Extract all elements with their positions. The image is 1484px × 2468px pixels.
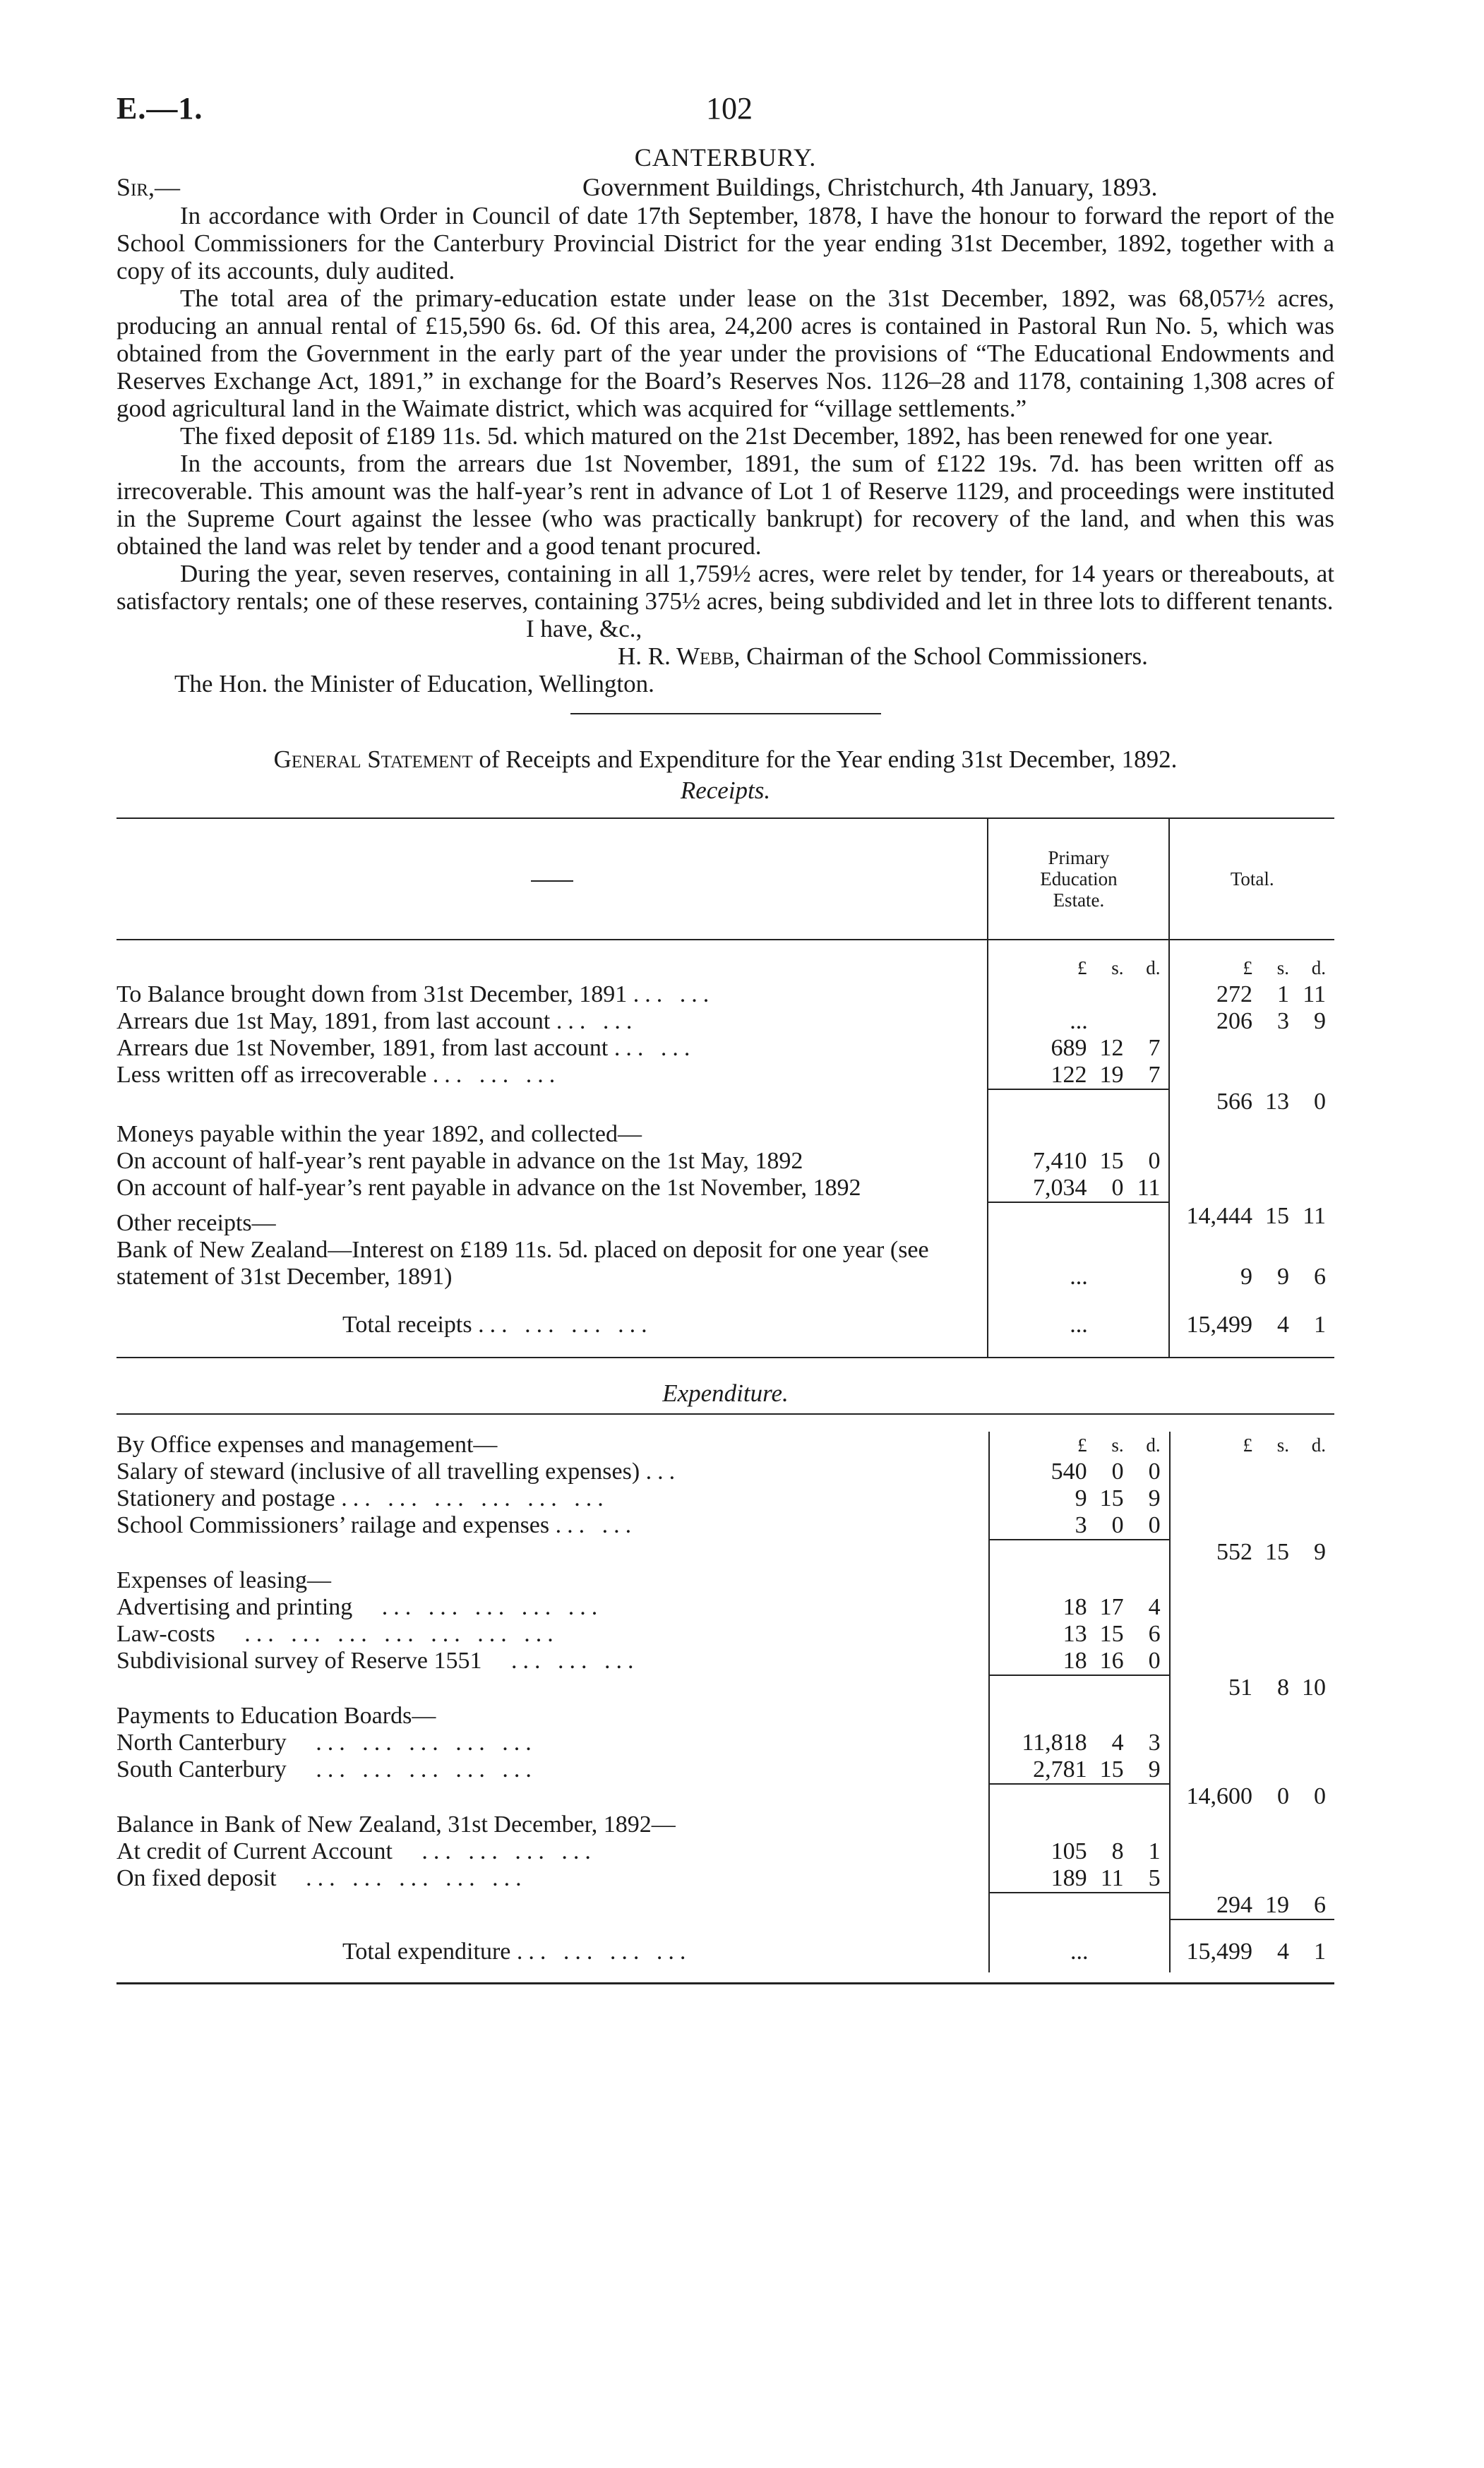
pounds: 15,499	[1186, 1312, 1252, 1338]
shillings: 0	[1111, 1458, 1124, 1485]
letter-paragraph: The fixed deposit of £189 11s. 5d. which matured on the 21st December, 1892, has been renewed for one year.	[180, 422, 1274, 450]
pence: 9	[1314, 1008, 1326, 1034]
shillings: 17	[1099, 1594, 1124, 1620]
pounds: 294	[1216, 1892, 1252, 1918]
pence: 0	[1314, 1783, 1326, 1809]
shillings: 15	[1099, 1621, 1124, 1647]
header-dash	[531, 880, 573, 882]
row-total	[1170, 1865, 1334, 1920]
pounds: 206	[1216, 1008, 1252, 1034]
shillings: 0	[1111, 1512, 1124, 1538]
row-label-text: Subdivisional survey of Reserve 1551	[116, 1648, 482, 1674]
header-estate	[988, 818, 1169, 940]
row-total	[1170, 1594, 1334, 1621]
shillings: 16	[1099, 1648, 1124, 1674]
row-estate	[988, 1115, 1169, 1148]
shillings: 19	[1099, 1062, 1124, 1088]
total-label: Total receipts ... ... ... ...	[116, 1290, 988, 1358]
closing: I have, &c.,	[526, 615, 642, 642]
pence: 1	[1314, 1939, 1326, 1965]
row-total	[1170, 1512, 1334, 1566]
row-label-text: Salary of steward (inclusive of all travelling expenses)	[116, 1458, 640, 1485]
pounds: 11,818	[1022, 1730, 1087, 1756]
shillings: 4	[1111, 1730, 1124, 1756]
letter-paragraph: During the year, seven reserves, containing in all 1,759½ acres, were relet by tender, for 14 years or thereabouts, at satisfactory rentals; one of these reserves, containing 375½ acres, being subdivided and let in three lots to different tenants.	[116, 560, 1334, 615]
row-label: Less written off as irrecoverable ... ... ...	[116, 1062, 561, 1088]
shillings: 15	[1099, 1148, 1124, 1174]
row-total	[1170, 1730, 1334, 1756]
shillings: 15	[1265, 1203, 1289, 1229]
pounds: 689	[1051, 1035, 1087, 1061]
pounds: 122	[1051, 1062, 1087, 1088]
row-label: Advertising and printing ... ... ... ... ...	[116, 1594, 604, 1620]
letter-paragraph: In accordance with Order in Council of date 17th September, 1878, I have the honour to forward the report of the School Commissioners for the Canterbury Provincial District for the year ending 31st December, 1892, together with a copy of its accounts, duly audited.	[116, 202, 1334, 284]
row-estate	[989, 1594, 1170, 1621]
pounds: 7,410	[1032, 1148, 1087, 1174]
header-blank-cell	[116, 818, 988, 940]
unit-pence: d.	[1146, 1434, 1161, 1456]
unit-pence: d.	[1311, 957, 1326, 978]
row-total	[1170, 1838, 1334, 1865]
row-total	[1169, 1062, 1334, 1115]
place-heading: CANTERBURY.	[634, 143, 817, 172]
table-row	[116, 1810, 1334, 1838]
shillings: 13	[1265, 1089, 1289, 1115]
row-total	[1169, 1237, 1334, 1290]
row-estate	[988, 981, 1169, 1008]
pounds: 13	[1063, 1621, 1087, 1647]
units-estate	[988, 940, 1169, 981]
salutation-line	[116, 172, 1334, 202]
total-row	[116, 1290, 1334, 1358]
pence: 9	[1148, 1485, 1161, 1511]
pounds: 189	[1051, 1865, 1087, 1891]
pounds: 14,444	[1186, 1203, 1252, 1229]
row-label: Law-costs ... ... ... ... ... ... ...	[116, 1621, 559, 1647]
document-page	[116, 90, 1334, 1984]
table-row	[116, 1512, 1334, 1566]
row-estate: ...	[988, 1008, 1169, 1035]
row-label-text: Arrears due 1st May, 1891, from last account	[116, 1008, 551, 1034]
section-divider	[570, 713, 881, 714]
pounds: 272	[1216, 981, 1252, 1007]
receipts-table	[116, 817, 1334, 1358]
row-estate	[988, 1203, 1169, 1237]
pounds: 9	[1075, 1485, 1087, 1511]
row-label: Salary of steward (inclusive of all travelling expenses) ...	[116, 1458, 681, 1485]
signer-title: , Chairman of the School Commissioners.	[734, 642, 1148, 670]
row-label-text: Less written off as irrecoverable	[116, 1062, 427, 1088]
letter-paragraph: In the accounts, from the arrears due 1st November, 1891, the sum of £122 19s. 7d. has been written off as irrecoverable. This amount was the half-year’s rent in advance of Lot 1 of Reserve 1129, and proceedings were instituted in the Supreme Court against the lessee (who was practically bankrupt) for recovery of the land, and when this was obtained the land was relet by tender and a good tenant procured.	[116, 450, 1334, 560]
page-number: 102	[706, 91, 753, 126]
row-label-text: Stationery and postage	[116, 1485, 335, 1511]
row-estate	[989, 1485, 1170, 1512]
table-row	[116, 1865, 1334, 1920]
table-row	[116, 1730, 1334, 1756]
pence: 6	[1314, 1892, 1326, 1918]
row-total	[1170, 1810, 1334, 1838]
table-row	[116, 1203, 1334, 1237]
shillings: 8	[1277, 1675, 1289, 1701]
pounds: 3	[1075, 1512, 1087, 1538]
total-label: Total expenditure ... ... ... ...	[342, 1939, 692, 1965]
row-label: Subdivisional survey of Reserve 1551 ... ... ...	[116, 1648, 640, 1674]
pence: 11	[1137, 1175, 1161, 1201]
unit-shillings: s.	[1111, 957, 1124, 978]
pounds: 18	[1063, 1648, 1087, 1674]
row-label: Other receipts—	[116, 1210, 276, 1236]
table-row	[116, 1756, 1334, 1810]
pence: 0	[1148, 1458, 1161, 1485]
row-label-text: At credit of Current Account	[116, 1838, 393, 1864]
unit-pence: d.	[1311, 1434, 1326, 1456]
row-estate	[989, 1701, 1170, 1730]
pence: 0	[1314, 1089, 1326, 1115]
row-label-text: Arrears due 1st November, 1891, from last account	[116, 1035, 609, 1061]
table-row	[116, 1701, 1334, 1730]
row-label: Bank of New Zealand—Interest on £189 11s. 5d. placed on deposit for one year (see statement of 31st December, 1891)	[116, 1237, 929, 1290]
row-estate	[989, 1730, 1170, 1756]
row-label-text: To Balance brought down from 31st December, 1891	[116, 981, 628, 1007]
unit-pounds: £	[1077, 1434, 1087, 1456]
table-row	[116, 1648, 1334, 1701]
pence: 1	[1148, 1838, 1161, 1864]
row-label: On account of half-year’s rent payable in advance on the 1st November, 1892	[116, 1175, 861, 1201]
table-row	[116, 1621, 1334, 1648]
units-total	[1170, 1432, 1334, 1458]
row-label-text: North Canterbury	[116, 1730, 287, 1756]
pence: 3	[1148, 1730, 1161, 1756]
row-estate	[989, 1621, 1170, 1648]
row-estate	[989, 1648, 1170, 1701]
expenditure-heading: Expenditure.	[116, 1379, 1334, 1415]
row-estate	[989, 1810, 1170, 1838]
shillings: 8	[1111, 1838, 1124, 1864]
pence: 7	[1148, 1062, 1161, 1088]
letter-paragraph: The total area of the primary-education estate under lease on the 31st December, 1892, was 68,057½ acres, producing an annual rental of £15,590 6s. 6d. Of this area, 24,200 acres is contained in Pastoral Run No. 5, which was obtained from the Government in the early part of the year under the provisions of “The Educational Endowments and Reserves Exchange Act, 1891,” in exchange for the Board’s Reserves Nos. 1126–28 and 1178, containing 1,308 acres of good agricultural land in the Waimate district, which was acquired for “village settlements.”	[116, 284, 1334, 422]
row-estate	[989, 1838, 1170, 1865]
row-label: North Canterbury ... ... ... ... ...	[116, 1730, 537, 1756]
receipts-heading: Receipts.	[680, 777, 771, 804]
shillings: 4	[1277, 1939, 1289, 1965]
unit-shillings: s.	[1111, 1434, 1124, 1456]
shillings: 15	[1099, 1485, 1124, 1511]
pounds: 14,600	[1186, 1783, 1252, 1809]
pounds: 105	[1051, 1838, 1087, 1864]
pence: 11	[1303, 981, 1326, 1007]
row-label: Arrears due 1st November, 1891, from last account ... ...	[116, 1035, 696, 1061]
row-total	[1170, 1701, 1334, 1730]
unit-pounds: £	[1243, 1434, 1252, 1456]
pence: 0	[1148, 1148, 1161, 1174]
expenditure-table	[116, 1432, 1334, 1972]
row-estate: ...	[988, 1237, 1169, 1290]
pence: 5	[1148, 1865, 1161, 1891]
total-label-text: Total receipts	[342, 1312, 472, 1338]
row-estate	[989, 1512, 1170, 1566]
pence: 6	[1148, 1621, 1161, 1647]
row-total	[1170, 1458, 1334, 1485]
units-estate	[989, 1432, 1170, 1458]
row-estate	[988, 1148, 1169, 1175]
shillings: 15	[1099, 1756, 1124, 1783]
page-header	[116, 90, 1334, 133]
unit-pence: d.	[1146, 957, 1161, 978]
row-label: Payments to Education Boards—	[116, 1703, 436, 1729]
table-row	[116, 1175, 1334, 1203]
row-total	[1169, 1115, 1334, 1148]
total-estate: ...	[989, 1920, 1170, 1972]
shillings: 9	[1277, 1264, 1289, 1290]
pounds: 51	[1228, 1675, 1252, 1701]
row-label: Moneys payable within the year 1892, and collected—	[116, 1121, 642, 1147]
row-total	[1170, 1621, 1334, 1648]
units-total	[1169, 940, 1334, 981]
units-blank	[116, 940, 988, 981]
pounds: 7,034	[1032, 1175, 1087, 1201]
pounds: 9	[1240, 1264, 1252, 1290]
row-label: School Commissioners’ railage and expenses ... ...	[116, 1512, 638, 1538]
shillings: 1	[1277, 981, 1289, 1007]
row-total	[1169, 1148, 1334, 1175]
row-total	[1170, 1756, 1334, 1810]
row-estate	[989, 1566, 1170, 1594]
statement-title-rest: of Receipts and Expenditure for the Year ending 31st December, 1892.	[472, 745, 1178, 773]
row-label: Arrears due 1st May, 1891, from last account ... ...	[116, 1008, 638, 1034]
row-label-text: School Commissioners’ railage and expenses	[116, 1512, 550, 1538]
row-estate	[988, 1062, 1169, 1115]
table-row	[116, 1458, 1334, 1485]
row-label: Stationery and postage ... ... ... ... ... ...	[116, 1485, 609, 1511]
pence: 11	[1303, 1203, 1326, 1229]
signature-line	[116, 642, 1334, 670]
statement-title-caps: General Statement	[273, 745, 473, 773]
pounds: 566	[1216, 1089, 1252, 1115]
dateline: Government Buildings, Christchurch, 4th January, 1893.	[582, 173, 1158, 201]
row-label-text: Advertising and printing	[116, 1594, 353, 1620]
shillings: 3	[1277, 1008, 1289, 1034]
table-row	[116, 1008, 1334, 1035]
row-total	[1169, 1203, 1334, 1237]
unit-shillings: s.	[1276, 957, 1289, 978]
salutation: Sir,—	[116, 173, 181, 201]
pounds: 540	[1051, 1458, 1087, 1485]
row-estate	[989, 1865, 1170, 1920]
pence: 1	[1314, 1312, 1326, 1338]
addressee: The Hon. the Minister of Education, Wellington.	[174, 670, 654, 697]
total-value	[1170, 1920, 1334, 1972]
header-estate-text: Primary Education Estate.	[1040, 847, 1118, 911]
shillings: 0	[1277, 1783, 1289, 1809]
total-row	[116, 1920, 1334, 1972]
pounds: 15,499	[1186, 1939, 1252, 1965]
table-row	[116, 1432, 1334, 1458]
pence: 4	[1148, 1594, 1161, 1620]
pence: 0	[1148, 1512, 1161, 1538]
pence: 10	[1302, 1675, 1326, 1701]
row-label-text: On fixed deposit	[116, 1865, 277, 1891]
table-row	[116, 1237, 1334, 1290]
units-row	[116, 940, 1334, 981]
row-estate	[989, 1458, 1170, 1485]
row-total	[1170, 1485, 1334, 1512]
shillings: 15	[1265, 1539, 1289, 1565]
total-estate: ...	[988, 1290, 1169, 1358]
table-row	[116, 981, 1334, 1008]
row-label: At credit of Current Account ... ... ... ...	[116, 1838, 597, 1864]
total-value	[1169, 1290, 1334, 1358]
table-row	[116, 1062, 1334, 1115]
unit-shillings: s.	[1276, 1434, 1289, 1456]
signer-name: H. R. Webb	[618, 642, 734, 670]
row-total	[1170, 1566, 1334, 1594]
row-label: To Balance brought down from 31st December, 1891 ... ...	[116, 981, 715, 1007]
pence: 6	[1314, 1264, 1326, 1290]
row-label: Balance in Bank of New Zealand, 31st December, 1892—	[116, 1811, 676, 1838]
row-label-text: Law-costs	[116, 1621, 215, 1647]
table-row	[116, 1035, 1334, 1062]
pence: 7	[1148, 1035, 1161, 1061]
pounds: 552	[1216, 1539, 1252, 1565]
header-total: Total.	[1169, 818, 1334, 940]
shillings: 4	[1277, 1312, 1289, 1338]
table-row	[116, 1485, 1334, 1512]
pounds: 18	[1063, 1594, 1087, 1620]
final-rule	[116, 1982, 1334, 1984]
row-total	[1169, 981, 1334, 1008]
row-estate	[989, 1756, 1170, 1810]
statement-title	[116, 745, 1334, 774]
row-estate	[988, 1175, 1169, 1203]
row-total	[1169, 1175, 1334, 1203]
shillings: 11	[1100, 1865, 1124, 1891]
table-row	[116, 1115, 1334, 1148]
pence: 0	[1148, 1648, 1161, 1674]
shillings: 0	[1111, 1175, 1124, 1201]
pence: 9	[1148, 1756, 1161, 1783]
row-label: On account of half-year’s rent payable in advance on the 1st May, 1892	[116, 1148, 803, 1174]
row-label: On fixed deposit ... ... ... ... ...	[116, 1865, 527, 1891]
table-row	[116, 1566, 1334, 1594]
unit-pounds: £	[1243, 957, 1252, 978]
row-total	[1169, 1035, 1334, 1062]
row-label-text: South Canterbury	[116, 1756, 287, 1783]
shillings: 12	[1099, 1035, 1124, 1061]
table-row	[116, 1594, 1334, 1621]
table-header-row	[116, 818, 1334, 940]
pence: 9	[1314, 1539, 1326, 1565]
total-label-text: Total expenditure	[342, 1939, 511, 1965]
row-label: South Canterbury ... ... ... ... ...	[116, 1756, 537, 1783]
row-estate	[988, 1035, 1169, 1062]
row-total	[1169, 1008, 1334, 1035]
pounds: 2,781	[1033, 1756, 1087, 1783]
row-total	[1170, 1648, 1334, 1701]
document-reference: E.—1.	[116, 91, 203, 126]
table-row	[116, 1148, 1334, 1175]
shillings: 19	[1265, 1892, 1289, 1918]
row-label: By Office expenses and management—	[116, 1432, 498, 1458]
unit-pounds: £	[1077, 957, 1087, 978]
table-row	[116, 1838, 1334, 1865]
row-label: Expenses of leasing—	[116, 1567, 332, 1593]
